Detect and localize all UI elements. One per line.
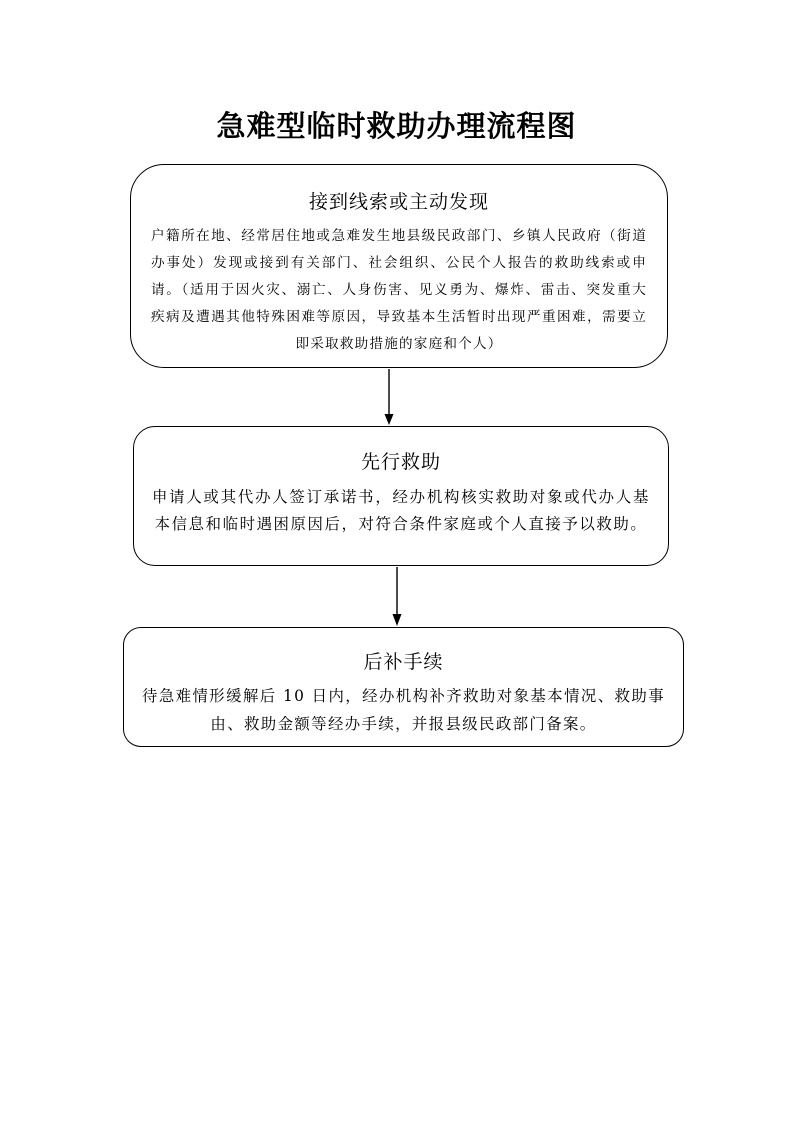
flow-step-description: 待急难情形缓解后 10 日内，经办机构补齐救助对象基本情况、救助事由、救助金额等经办手续，并报县级民政部门备案。: [142, 687, 665, 733]
flow-step-heading: 接到线索或主动发现: [308, 191, 489, 213]
flow-step-heading: 先行救助: [360, 451, 441, 473]
flow-step-description: 申请人或其代办人签订承诺书，经办机构核实救助对象或代办人基本信息和临时遇困原因后，对符合条件家庭或个人直接予以救助。: [152, 488, 650, 533]
flow-step-advance-assistance: [133, 426, 669, 566]
flow-step-supplementary-procedures: [123, 627, 684, 747]
flow-step-description: 户籍所在地、经常居住地或急难发生地县级民政部门、乡镇人民政府（街道办事处）发现或接到有关部门、社会组织、公民个人报告的救助线索或申请。（适用于因火灾、溺亡、人身伤害、见义勇为、爆炸、雷击、突发重大疾病及遭遇其他特殊困难等原因，导致基本生活暂时出现严重困难，需要立即采取救助措施的家庭和个人）: [151, 228, 647, 352]
flow-step-receive-clues: [130, 164, 668, 368]
flow-step-heading: 后补手续: [363, 651, 444, 673]
page-title: 急难型临时救助办理流程图: [216, 109, 577, 143]
flow-arrow-2: [393, 567, 402, 626]
flow-arrow-1: [385, 369, 394, 425]
